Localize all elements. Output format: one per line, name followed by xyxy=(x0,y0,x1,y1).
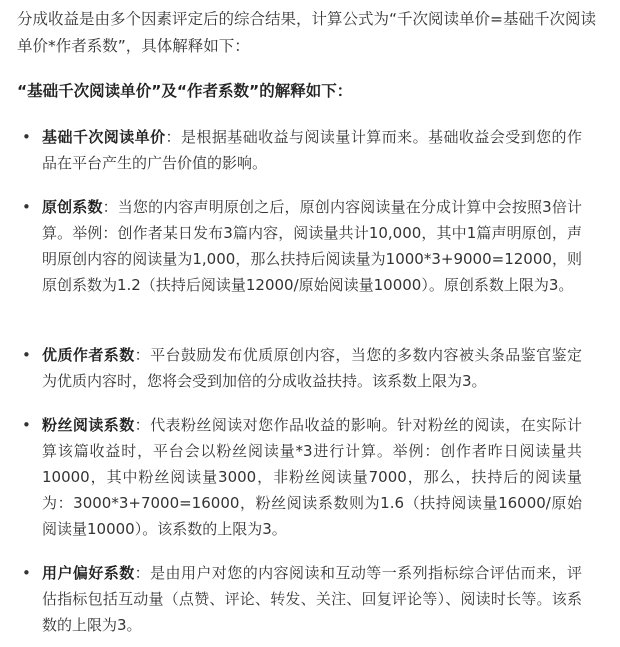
item-term: 优质作者系数 xyxy=(42,346,135,364)
item-description: ：当您的内容声明原创之后，原创内容阅读量在分成计算中会按照3倍计算。举例：创作者某日发布3篇内容，阅读量共计10,000，其中1篇声明原创，声明原创内容的阅读量为1,000，那么扶持后阅读量为1000*3+9000=12000，则原创系数为1.2（扶持后阅读量12000/原始阅读量10000）。原创系数上限为3。 xyxy=(42,198,582,294)
item-description: ：是由用户对您的内容阅读和互动等一系列指标综合评估而来，评估指标包括互动量（点赞、评论、转发、关注、回复评论等）、阅读时长等。该系数的上限为3。 xyxy=(42,564,582,634)
bullet-icon: • xyxy=(22,128,31,146)
item-description: ：是根据基础收益与阅读量计算而来。基础收益会受到您的作品在平台产生的广告价值的影响。 xyxy=(42,128,582,172)
section-heading: “基础千次阅读单价”及“作者系数”的解释如下： xyxy=(17,82,353,100)
item-term: 用户偏好系数 xyxy=(42,564,135,582)
bullet-icon: • xyxy=(22,198,31,216)
item-term: 粉丝阅读系数 xyxy=(42,416,135,434)
item-description: ：代表粉丝阅读对您作品收益的影响。针对粉丝的阅读，在实际计算该篇收益时，平台会以粉丝阅读量*3进行计算。举例：创作者昨日阅读量共10000，其中粉丝阅读量3000，非粉丝阅读量7000，那么，扶持后的阅读量为：3000*3+7000=16000，粉丝阅读系数则为1.6（扶持阅读量16000/原始阅读量10000）。该系数的上限为3。 xyxy=(42,416,582,538)
item-description: ：平台鼓励发布优质原创内容，当您的多数内容被头条品鉴官鉴定为优质内容时，您将会受到加倍的分成收益扶持。该系数上限为3。 xyxy=(42,346,582,390)
item-term: 原创系数 xyxy=(42,198,103,216)
bullet-icon: • xyxy=(22,416,31,434)
intro-paragraph: 分成收益是由多个因素评定后的综合结果，计算公式为“千次阅读单价=基础千次阅读单价*作者系数”，具体解释如下： xyxy=(17,10,597,55)
bullet-icon: • xyxy=(22,564,31,582)
item-term: 基础千次阅读单价 xyxy=(42,128,166,146)
bullet-icon: • xyxy=(22,346,31,364)
